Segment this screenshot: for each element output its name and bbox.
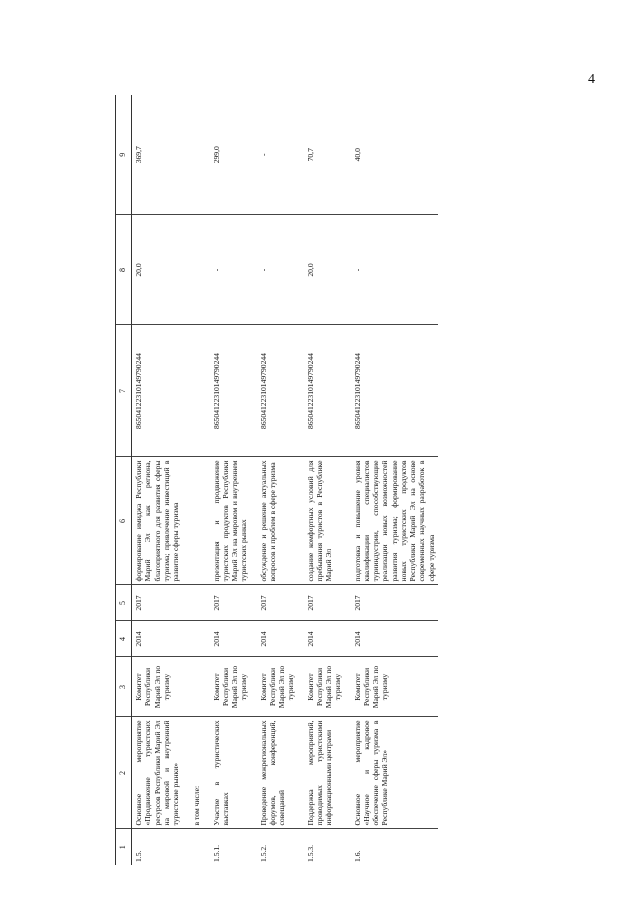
program-table bbox=[115, 95, 438, 865]
end-year: 2017 bbox=[210, 585, 251, 621]
end-year: 2017 bbox=[132, 585, 204, 621]
start-year: 2014 bbox=[132, 621, 204, 657]
activity-name: Поддержка мероприятий, проводимых туристскими информационными центрами bbox=[304, 717, 345, 829]
value-col-8: 20,0 bbox=[132, 215, 204, 325]
expected-result: формирование имиджа Республики Марий Эл как региона, благоприятного для развития сферы туризма; привлечение инвестиций в развитие сферы туризма bbox=[132, 457, 204, 585]
activity-name: Основное мероприятие «Научное и кадровое обеспечение сферы туризма в Республике Марий Эл» bbox=[351, 717, 438, 829]
value-col-8: - bbox=[257, 215, 298, 325]
column-header: 2 bbox=[116, 717, 132, 829]
budget-code: 86504122310149790244 bbox=[351, 325, 438, 457]
row-number: 1.6. bbox=[352, 850, 362, 862]
column-header: 1 bbox=[116, 829, 132, 865]
activity-name: Проведение межрегиональных форумов, конференций, совещаний bbox=[257, 717, 298, 829]
subitems-label: в том числе: bbox=[192, 785, 202, 826]
expected-result: презентация и продвижение туристских продуктов Республики Марий Эл на мировом и внутреннем туристских рынках bbox=[210, 457, 251, 585]
end-year: 2017 bbox=[257, 585, 298, 621]
executor: Комитет Республики Марий Эл по туризму bbox=[257, 657, 298, 717]
value-col-9: 40,0 bbox=[351, 95, 438, 215]
header-row bbox=[116, 95, 132, 865]
executor: Комитет Республики Марий Эл по туризму bbox=[304, 657, 345, 717]
value-col-8: 20,0 bbox=[304, 215, 345, 325]
end-year: 2017 bbox=[351, 585, 438, 621]
column-header: 7 bbox=[116, 325, 132, 457]
start-year: 2014 bbox=[210, 621, 251, 657]
table-row bbox=[304, 95, 345, 865]
value-col-8: - bbox=[351, 215, 438, 325]
value-col-9: 70,7 bbox=[304, 95, 345, 215]
row-number: 1.5.1. bbox=[211, 844, 221, 862]
column-header: 5 bbox=[116, 585, 132, 621]
table-row bbox=[132, 95, 204, 865]
activity-name: Участие в туристических выставках bbox=[210, 717, 251, 829]
executor: Комитет Республики Марий Эл по туризму bbox=[351, 657, 438, 717]
start-year: 2014 bbox=[257, 621, 298, 657]
table-row bbox=[351, 95, 438, 865]
end-year: 2017 bbox=[304, 585, 345, 621]
start-year: 2014 bbox=[351, 621, 438, 657]
value-col-9: - bbox=[257, 95, 298, 215]
value-col-9: 369,7 bbox=[132, 95, 204, 215]
row-number: 1.5.2. bbox=[258, 844, 268, 862]
column-header: 6 bbox=[116, 457, 132, 585]
column-header: 8 bbox=[116, 215, 132, 325]
row-number: 1.5.3. bbox=[305, 844, 315, 862]
column-header: 9 bbox=[116, 95, 132, 215]
start-year: 2014 bbox=[304, 621, 345, 657]
budget-code: 86504122310149790244 bbox=[257, 325, 298, 457]
expected-result: создание комфортных условий для пребывания туристов в Республике Марий Эл bbox=[304, 457, 345, 585]
executor: Комитет Республики Марий Эл по туризму bbox=[132, 657, 204, 717]
expected-result: обсуждение и решение актуальных вопросов и проблем в сфере туризма bbox=[257, 457, 298, 585]
executor: Комитет Республики Марий Эл по туризму bbox=[210, 657, 251, 717]
column-header: 4 bbox=[116, 621, 132, 657]
budget-code: 86504122310149790244 bbox=[132, 325, 204, 457]
table-row bbox=[210, 95, 251, 865]
budget-code: 86504122310149790244 bbox=[304, 325, 345, 457]
activity-title: Основное мероприятие «Продвижение туристских ресурсов Республики Марий Эл на мировой и внутренний туристские рынки» bbox=[134, 720, 180, 826]
budget-code: 86504122310149790244 bbox=[210, 325, 251, 457]
row-number: 1.5. bbox=[134, 850, 143, 862]
page-number: 4 bbox=[588, 72, 595, 87]
value-col-9: 299,0 bbox=[210, 95, 251, 215]
value-col-8: - bbox=[210, 215, 251, 325]
expected-result: подготовка и повышение уровня квалификации специалистов турииндустрии, способствующие реализации новых возможностей развития туризма; формирование новых туристских продуктов Республики Марий Эл на основе современных научных разработок в сфере туризма bbox=[351, 457, 438, 585]
rotated-table-region bbox=[115, 95, 635, 865]
activity-name bbox=[132, 717, 204, 829]
column-header: 3 bbox=[116, 657, 132, 717]
table-row bbox=[257, 95, 298, 865]
